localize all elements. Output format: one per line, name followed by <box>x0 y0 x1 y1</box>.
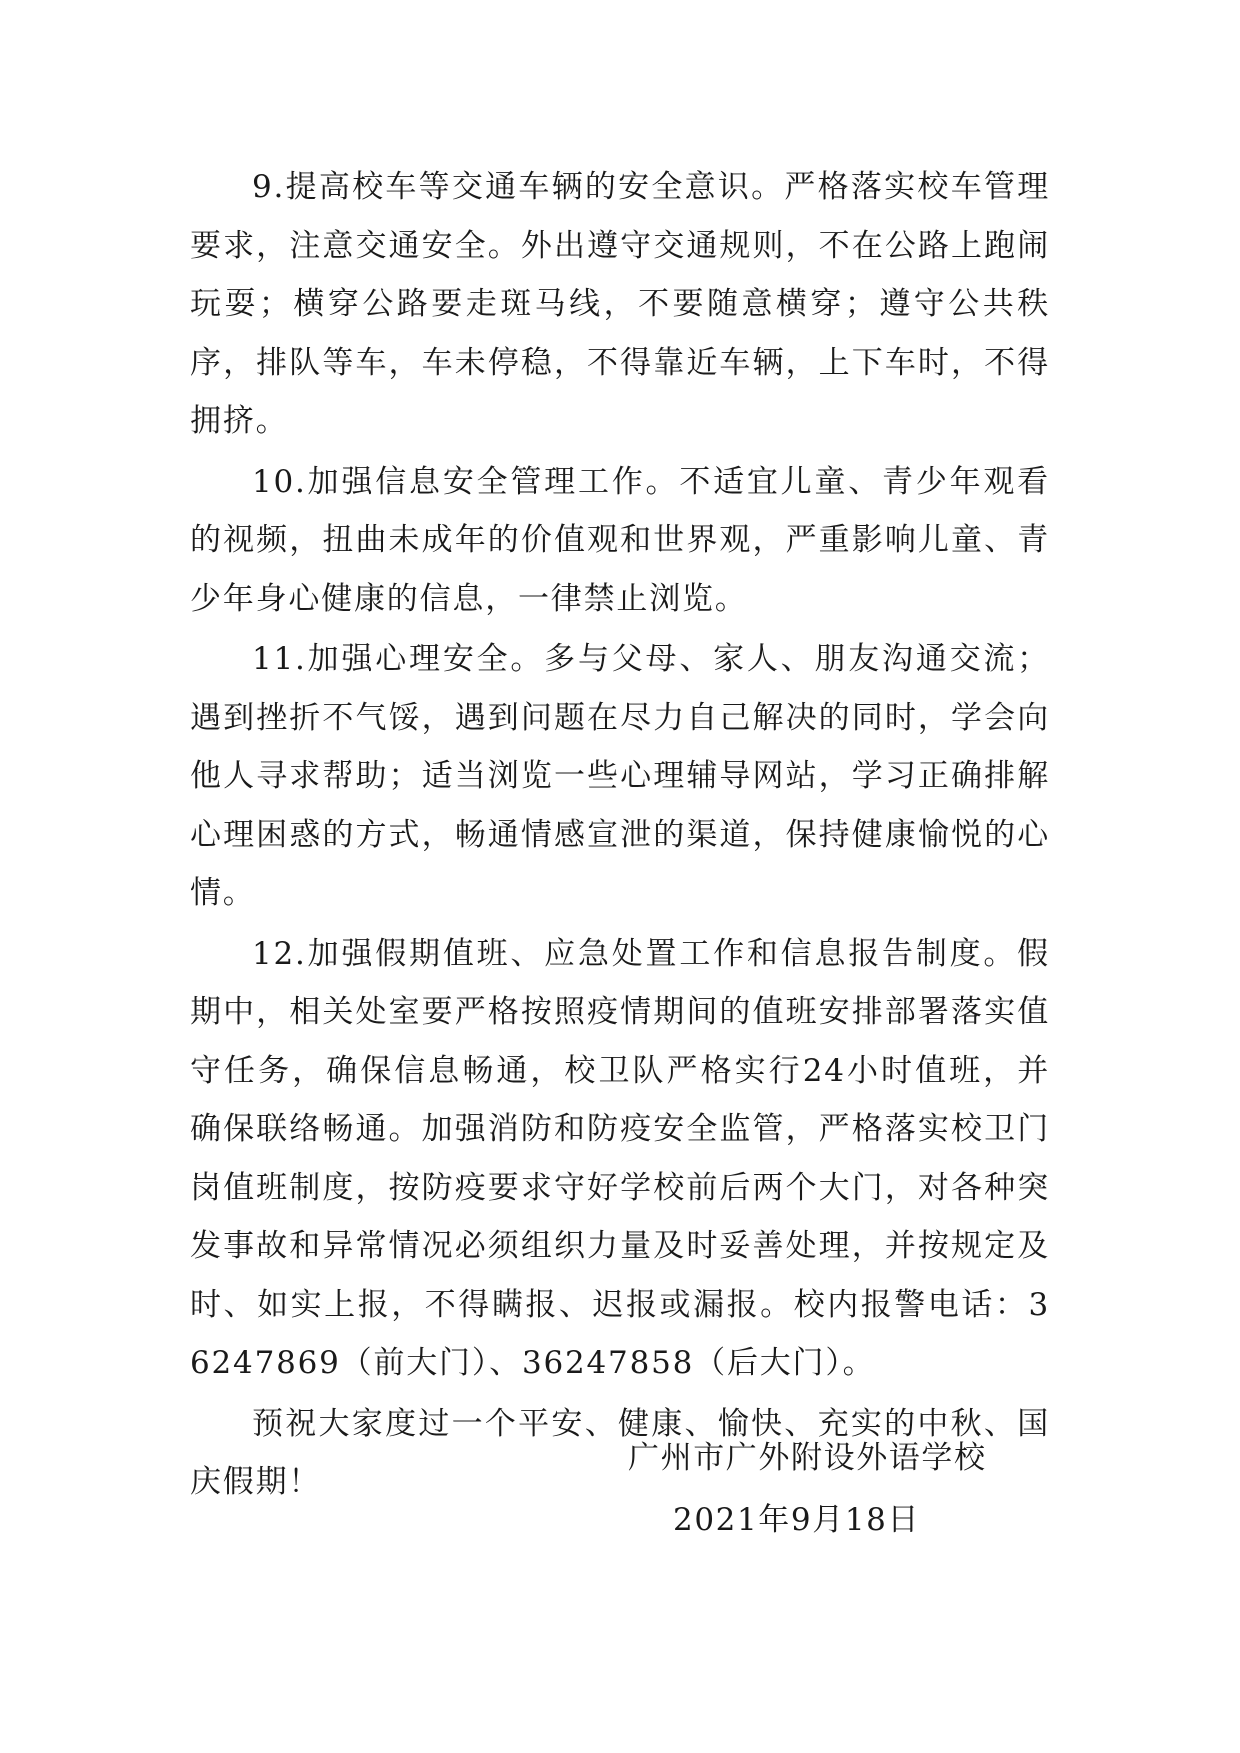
signature-date: 2021年9月18日 <box>673 1502 921 1538</box>
paragraph-item-12: 12.加强假期值班、应急处置工作和信息报告制度。假期中，相关处室要严格按照疫情期间的值班安排部署落实值守任务，确保信息畅通，校卫队严格实行24小时值班，并确保联络畅通。加强消防和防疫安全监管，严格落实校卫门岗值班制度，按防疫要求守好学校前后两个大门，对各种突发事故和异常情况必须组织力量及时妥善处理，并按规定及时、如实上报，不得瞒报、迟报或漏报。校内报警电话：36247869（前大门）、36247858（后大门）。 <box>190 935 1050 1381</box>
paragraph-item-10: 10.加强信息安全管理工作。不适宜儿童、青少年观看的视频，扭曲未成年的价值观和世界观，严重影响儿童、青少年身心健康的信息，一律禁止浏览。 <box>190 463 1050 617</box>
document-body <box>190 158 1050 1514</box>
paragraph-item-11: 11.加强心理安全。多与父母、家人、朋友沟通交流；遇到挫折不气馁，遇到问题在尽力自己解决的同时，学会向他人寻求帮助；适当浏览一些心理辅导网站，学习正确排解心理困惑的方式，畅通情感宣泄的渠道，保持健康愉悦的心情。 <box>190 641 1050 911</box>
paragraph-item-9: 9.提高校车等交通车辆的安全意识。严格落实校车管理要求，注意交通安全。外出遵守交通规则，不在公路上跑闹玩耍；横穿公路要走斑马线，不要随意横穿；遵守公共秩序，排队等车，车未停稳，不得靠近车辆，上下车时，不得拥挤。 <box>190 169 1050 439</box>
closing-wishes: 预祝大家度过一个平安、健康、愉快、充实的中秋、国庆假期！ <box>190 1405 1050 1500</box>
signature-organization: 广州市广外附设外语学校 <box>628 1440 987 1476</box>
